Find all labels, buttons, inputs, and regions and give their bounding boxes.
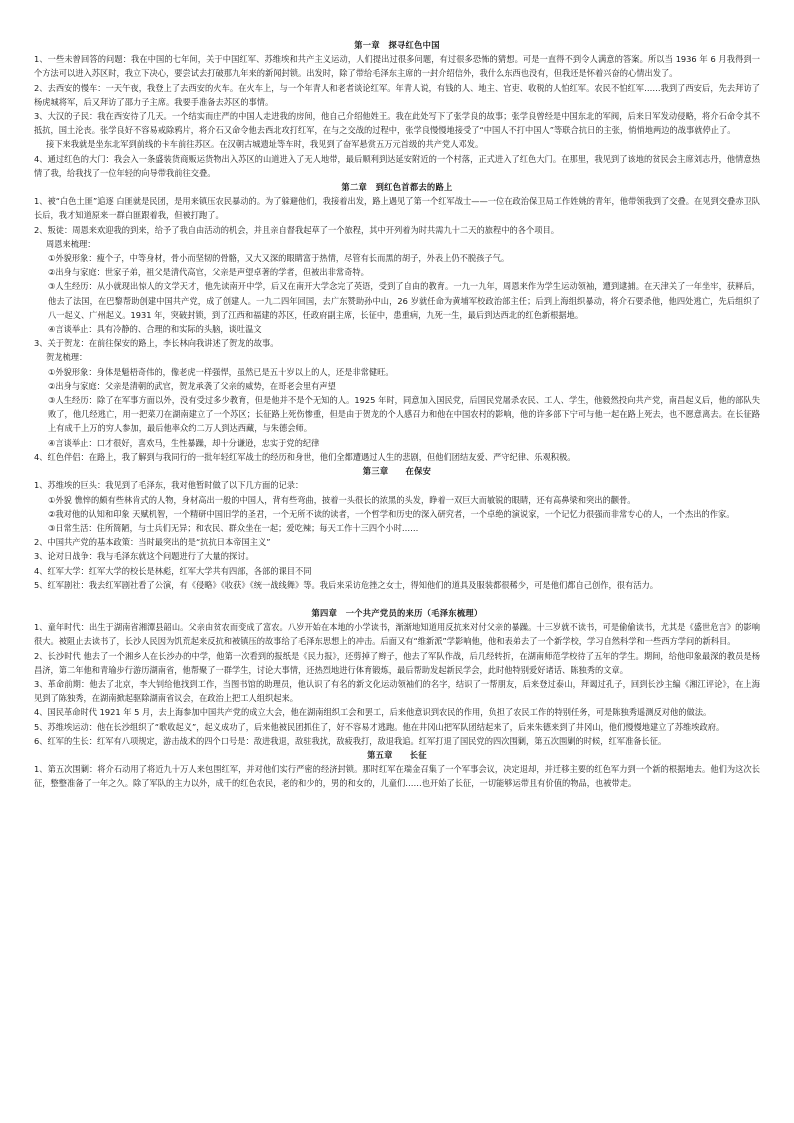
paragraph: 4、红军大学：红军大学的校长是林彪，红军大学共有四部，各部的课目不同 [34,565,312,576]
paragraph: 2、叛徒：周恩来欢迎我的到来，给予了我自由活动的机会，并且亲自督我起草了一个旅程，其中开列着为时共需九十二天的旅程中的各个项目。 [34,224,559,235]
chapter-title: 第二章 到红色首都去的路上 [341,182,453,193]
paragraph: 1、童年时代：出生于湖南省湘潭县韶山。父亲由贫农而变成了富农。八岁开始在本地的小学读书，渐渐地知道用反抗来对付父亲的暴躁。十三岁就不读书，可是偷偷读书，尤其是《盛世危言》的影响很大。被阻止去读书了，长沙人民因为饥荒起来反抗和被镇压的故事给了毛泽东思想上的冲击。后面又有“维新派”学影响他，他和表弟去了一个新学校，学习自然科学和一些西方学问的新科目。 [34,622,760,647]
paragraph: 2、中国共产党的基本政策：当时最突出的是“抗抗日本帝国主义” [34,537,271,548]
chapter-title: 第一章 探寻红色中国 [354,40,440,50]
paragraph: 2、长沙时代 他去了一个湘乡人在长沙办的中学，他第一次看到的报纸是《民力报》，还剪掉了辫子，他去了军队作战，后几经转折，在湖南师范学校待了五年的学生。期间，给他印象最深的教员是杨昌济，第二年他和青瑜步行游历湖南省，他帮聚了一群学生，讨论大事情，还热烈地进行体育锻炼，最后帮助发起新民学会，此时他特别爱好诸话、陈独秀的文章。 [34,650,760,675]
chapter-title: 第四章 一个共产党员的来历（毛泽东梳理） [311,607,483,618]
paragraph: ①外貌形象：身体是魁梧奇伟的，像老虎一样强悍，虽然已是五十岁以上的人，还是非常健旺。 [48,366,394,377]
paragraph: 3、论对日战争：我与毛泽东就这个问题进行了大量的探讨。 [34,551,254,562]
paragraph: 2、去西安的慢车：一天午夜，我登上了去西安的火车。在火车上，与一个年青人和老者谈论红军。年青人说，有钱的人、地主、官吏、收税的人怕红军。农民不怕红军……我到了西安后，先去拜访了杨虎城将军，后又拜访了邵力子主席。我要手准备去苏区的事情。 [34,82,760,107]
chapter-title: 第三章 在保安 [362,466,432,477]
chapter-title: 第五章 长征 [367,749,427,760]
paragraph: ③人生经历：除了在军事方面以外，没有受过多少教育，但是他并不是个无知的人。1925 年时，同意加入国民党，后国民党屠杀农民、工人、学生，他毅然投向共产党，南昌起义后，他的部队失败了，他几经逃亡，用一把菜刀在湖南建立了一个苏区；长征路上死伤惨重，但是由于贺龙的个人感召力和他在中国农村的影响，他的许多部下宁可与他一起在路上死去，也不愿意离去。在长征路上有成千上万的穷人参加，最后他率众约二万人到达西藏，与朱德会师。 [48,395,760,434]
paragraph: ②出身与家庭：父亲是清朝的武官，贺龙承袭了父亲的威势，在哥老会里有声望 [48,380,336,391]
paragraph: 贺龙梳理： [46,352,88,363]
paragraph: 4、红色伴侣：在路上，我了解到与我同行的一批年轻红军战士的经历和身世，他们全都遭遇过人生的悲剧，但他们团结友爱、严守纪律、乐观积极。 [34,451,576,462]
paragraph: 5、红军剧社：我去红军剧社看了公演，有《侵略》《收获》《统一战线舞》等。我后来采访危挫之女士，得知他们的道具及服装都很稀少，可是他们都自己创作，很有活力。 [34,579,658,590]
paragraph: ②出身与家庭：世家子弟，祖父是清代高官，父亲是声望卓著的学者，但被出非常奇特。 [48,267,369,278]
paragraph: 1、被“白色土匪”追逐 白匪就是民团，是用来镇压农民暴动的。为了躲避他们，我接着出发，路上遇见了第一个红军战士——一位在政治保卫局工作姓姚的青年，他带领我到了交叠。在见到交叠赤卫队长后，我才知道原来一群白匪跟着我，但被打跑了。 [34,196,760,221]
paragraph: ②我对他的认知和印象 天赋机智，一个精研中国旧学的圣君，一个无所不读的读者，一个哲学和历史的深入研究者，一个卓绝的演说家，一个记忆力很强而非常专心的人，一个杰出的作家。 [48,508,735,519]
paragraph: 3、革命前期：他去了北京，李大钊给他找到工作，当图书馆的助理员，他认识了有名的新文化运动领袖们的名字，结识了一帮朋友，后来登过泰山，拜谒过孔子，回到长沙主编《湘江评论》，在上海见到了陈独秀，在湖南掀起驱除湖南省议会，在政治上把工人组织起来。 [34,678,760,704]
paragraph: 1、苏维埃的巨头：我见到了毛泽东，我对他暂时做了以下几方面的记录： [34,480,304,491]
paragraph: 3、大汉的子民：我在西安待了几天。一个结实而庄严的中国人走进我的房间，他自己介绍他姓王。我在此处写下了张学良的故事；张学良曾经是中国东北的军阀，后来日军发动侵略，将介石命令其不抵抗，国土沦丧。张学良好不容易戒除鸦片，将介石又命令他去西北攻打红军，在与之交战的过程中，张学良慢慢地接受了“中国人不打中国人”等联合抗日的主张，悄悄地两边的战事就停止了。 [34,111,760,136]
paragraph: ①外貌形象：瘦个子，中等身材，骨小而坚韧的骨骼，又大又深的眼睛富于热情，尽管有长而黑的胡子，外表上仍不脱孩子气。 [48,253,510,264]
paragraph: 1、第五次围剿：将介石动用了将近九十万人来包围红军，并对他们实行严密的经济封锁。那时红军在瑞金召集了一个军事会议，决定退却，并迁移主要的红色军力到一个新的根据地去。他们为这次长征，整整准备了一年之久。除了军队的主力以外，成千的红色农民，老的和少的，男的和女的，儿童们……也开始了长征，一切能够运带且有价值的物品，也被带走。 [34,764,760,789]
paragraph: 4、通过红色的大门：我会入一条盛装货商贩运货物出入苏区的山道进入了无人地带，最后顺利到达延安附近的一个村落，正式进入了红色大门。在那里，我见到了该地的贫民会主席刘志丹，他情意热情了我，给我找了一位年轻的向导带我前往交叠。 [34,153,760,178]
paragraph: ④言谈举止：口才很好，喜欢马，生性暴躁，却十分谦逊，忠实于党的纪律 [48,437,320,448]
paragraph: 5、苏维埃运动：他在长沙组织了“歌收起义”，起义成功了，后来他被民团抓住了，好不容易才逃跑。他在井冈山把军队团结起来了，后来朱德来到了井冈山，他们慢慢地建立了苏维埃政府。 [34,721,725,732]
paragraph: ④言谈举止：具有冷静的、合理的和实际的头脑，谈吐温文 [48,324,262,335]
paragraph: ③日常生活：住所简陋，与士兵们无异；和农民、群众坐在一起；爱吃辣；每天工作十三四个小时…… [48,522,419,533]
paragraph: ①外貌 憔悴的颇有些林肯式的人物，身材高出一般的中国人，背有些弯曲，披着一头很长的浓黑的头发，睁着一双巨大而敏锐的眼睛，还有高鼻梁和突出的颧骨。 [48,494,636,505]
paragraph: 接下来我就是坐东北军到前线的卡车前往苏区。在汉朝古城遗址等车时，我见到了奋军悬赏五万元首级的共产党人邓发。 [46,139,484,150]
paragraph: 1、一些未曾回答的问题：我在中国的七年间，关于中国红军、苏维埃和共产主义运动，人们提出过很多问题，有过很多恐怖的猜想。可是一直得不到令人满意的答案。所以当 1936 年 6 月我得到一个方法可以进入苏区时，我立下决心，要尝试去打破那九年来的新闻封锁。出发时，除了带给毛泽东主席的一封介绍信外，我什么东西也没有，但我还是怀着兴奋的心情出发了。 [34,54,760,79]
paragraph: 3、关于贺龙：在前往保安的路上，李长林向我讲述了贺龙的故事。 [34,338,279,349]
paragraph: 6、红军的生长：红军有八项规定，游击战术的四个口号是：敌进我退，敌驻我扰，敌疲我打，敌退我追。红军打退了国民党的四次围剿，第五次围剿的时候，红军准备长征。 [34,735,667,746]
paragraph: 周恩来梳理： [46,238,96,249]
paragraph: ③人生经历：从小就现出惊人的文学天才，他先读南开中学，后又在南开大学念完了英语，受到了自由的教育。一九一九年，周恩来作为学生运动领袖，遭到逮捕。在天津关了一年坐牢，获释后，他去了法国，在巴黎帮助创建中国共产党，成了创建人。一九二四年回国，去广东赞助孙中山，26 岁就任命为黄埔军校政治部主任；后到上海组织暴动，将介石要杀他，他四处逃亡，先后组织了八一起义、广州起义。1931 年，突破封锁，到了江西和福建的苏区，任政府副主席，长征中，患重病，九死一生，最后到达西北的红色新根据地。 [48,281,760,320]
paragraph: 4、国民革命时代 1921 年 5 月，去上海参加中国共产党的成立大会，他在湖南组织工会和罢工，后来他意识到农民的作用，负担了农民工作的特别任务，可是陈独秀遥测反对他的做法。 [34,707,712,718]
